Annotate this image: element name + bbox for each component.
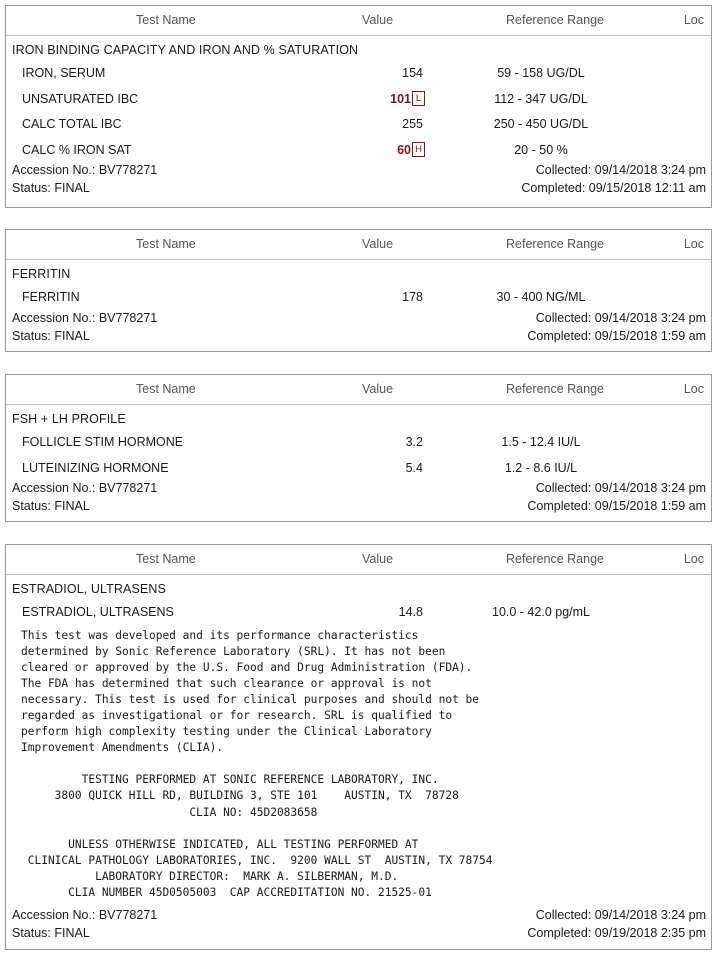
section-title: IRON BINDING CAPACITY AND IRON AND % SATURATION xyxy=(12,43,359,57)
column-header xyxy=(6,6,711,36)
reference-range: 30 - 400 NG/ML xyxy=(496,290,586,304)
test-name: FOLLICLE STIM HORMONE xyxy=(22,435,184,449)
header-loc: Loc xyxy=(683,382,704,396)
header-reference-range: Reference Range xyxy=(506,382,604,396)
collected-date: Collected: 09/14/2018 3:24 pm xyxy=(535,481,706,495)
result-panel-ferritin xyxy=(5,229,712,352)
test-value-abnormal: 101 xyxy=(390,91,411,106)
result-row xyxy=(6,60,711,86)
header-test-name: Test Name xyxy=(136,552,196,566)
result-row xyxy=(6,284,711,310)
flag-low-badge: L xyxy=(412,91,425,106)
section-title: FERRITIN xyxy=(12,267,71,281)
header-test-name: Test Name xyxy=(136,13,196,27)
header-loc: Loc xyxy=(683,552,704,566)
test-name: CALC % IRON SAT xyxy=(22,142,132,157)
result-panel-fsh-lh xyxy=(5,374,712,522)
header-loc: Loc xyxy=(683,13,704,27)
reference-range: 59 - 158 UG/DL xyxy=(497,66,585,80)
accession-number: Accession No.: BV778271 xyxy=(12,310,158,325)
header-value: Value xyxy=(362,237,394,251)
test-name: FERRITIN xyxy=(22,290,80,304)
header-reference-range: Reference Range xyxy=(506,552,604,566)
completed-date: Completed: 09/19/2018 2:35 pm xyxy=(527,926,706,941)
reference-range: 1.2 - 8.6 IU/L xyxy=(504,460,578,475)
panel-footer xyxy=(6,907,711,943)
status: Status: FINAL xyxy=(12,328,90,343)
flag-high-badge: H xyxy=(412,142,425,157)
result-row xyxy=(6,137,711,163)
completed-date: Completed: 09/15/2018 1:59 am xyxy=(527,328,706,343)
result-panel-estradiol xyxy=(5,544,712,950)
header-value: Value xyxy=(362,382,394,396)
reference-range: 10.0 - 42.0 pg/mL xyxy=(492,605,590,619)
test-comment-note: This test was developed and its performance characteristics determined by Sonic Reference Laboratory (SRL). It has not been cleared or approved by the U.S. Food and Drug Administration (FDA). The FDA has determined that such clearance or approval is not necessary. This test is used for clinical purposes and should not be regarded as investigational or for research. SRL is qualified to perform high complexity testing under the Clinical Laboratory Improvement Amendments (CLIA). TESTING PERFORMED AT SONIC REFERENCE LABORATORY, INC. 3800 QUICK HILL RD, BUILDING 3, STE 101 AUSTIN, TX 78728 CLIA NO: 45D2083658 UNLESS OTHERWISE INDICATED, ALL TESTING PERFORMED AT CLINICAL PATHOLOGY LABORATORIES, INC. 9200 WALL ST AUSTIN, TX 78754 LABORATORY DIRECTOR: MARK A. SILBERMAN, M.D. CLIA NUMBER 45D0505003 CAP ACCREDITATION NO. 21525-01 xyxy=(21,628,493,899)
header-loc: Loc xyxy=(683,237,704,251)
panel-footer xyxy=(6,162,711,198)
panel-footer xyxy=(6,480,711,516)
test-value: 14.8 xyxy=(398,605,423,619)
test-name: UNSATURATED IBC xyxy=(22,91,139,106)
collected-date: Collected: 09/14/2018 3:24 pm xyxy=(535,310,706,325)
column-header xyxy=(6,230,711,260)
reference-range: 250 - 450 UG/DL xyxy=(493,117,589,131)
collected-date: Collected: 09/14/2018 3:24 pm xyxy=(535,163,706,177)
reference-range: 112 - 347 UG/DL xyxy=(494,91,588,106)
completed-date: Completed: 09/15/2018 1:59 am xyxy=(527,499,706,513)
test-value: 154 xyxy=(402,66,423,80)
column-header xyxy=(6,545,711,575)
test-name: LUTEINIZING HORMONE xyxy=(22,460,169,475)
header-test-name: Test Name xyxy=(136,237,196,251)
status: Status: FINAL xyxy=(12,499,90,513)
accession-number: Accession No.: BV778271 xyxy=(12,481,158,495)
section-title: FSH + LH PROFILE xyxy=(12,412,126,426)
result-row xyxy=(6,86,711,112)
result-row xyxy=(6,599,711,625)
test-value: 5.4 xyxy=(405,460,423,475)
panel-footer xyxy=(6,310,711,346)
header-test-name: Test Name xyxy=(136,382,196,396)
result-row xyxy=(6,429,711,455)
test-value: 178 xyxy=(402,290,423,304)
test-value: 255 xyxy=(402,117,423,131)
test-value-abnormal: 60 xyxy=(397,142,411,157)
header-reference-range: Reference Range xyxy=(506,13,604,27)
header-value: Value xyxy=(362,13,394,27)
result-panel-iron xyxy=(5,5,712,208)
result-row xyxy=(6,111,711,137)
accession-number: Accession No.: BV778271 xyxy=(12,163,158,177)
header-value: Value xyxy=(362,552,394,566)
header-reference-range: Reference Range xyxy=(506,237,604,251)
test-name: CALC TOTAL IBC xyxy=(22,117,122,131)
section-title: ESTRADIOL, ULTRASENS xyxy=(12,582,166,596)
test-name: IRON, SERUM xyxy=(22,66,106,80)
status: Status: FINAL xyxy=(12,181,90,195)
completed-date: Completed: 09/15/2018 12:11 am xyxy=(521,181,706,195)
result-row xyxy=(6,455,711,481)
test-value: 3.2 xyxy=(405,435,423,449)
status: Status: FINAL xyxy=(12,926,90,941)
accession-number: Accession No.: BV778271 xyxy=(12,908,158,923)
test-name: ESTRADIOL, ULTRASENS xyxy=(22,605,174,619)
reference-range: 1.5 - 12.4 IU/L xyxy=(501,435,581,449)
reference-range: 20 - 50 % xyxy=(514,142,568,157)
column-header xyxy=(6,375,711,405)
collected-date: Collected: 09/14/2018 3:24 pm xyxy=(535,908,706,923)
